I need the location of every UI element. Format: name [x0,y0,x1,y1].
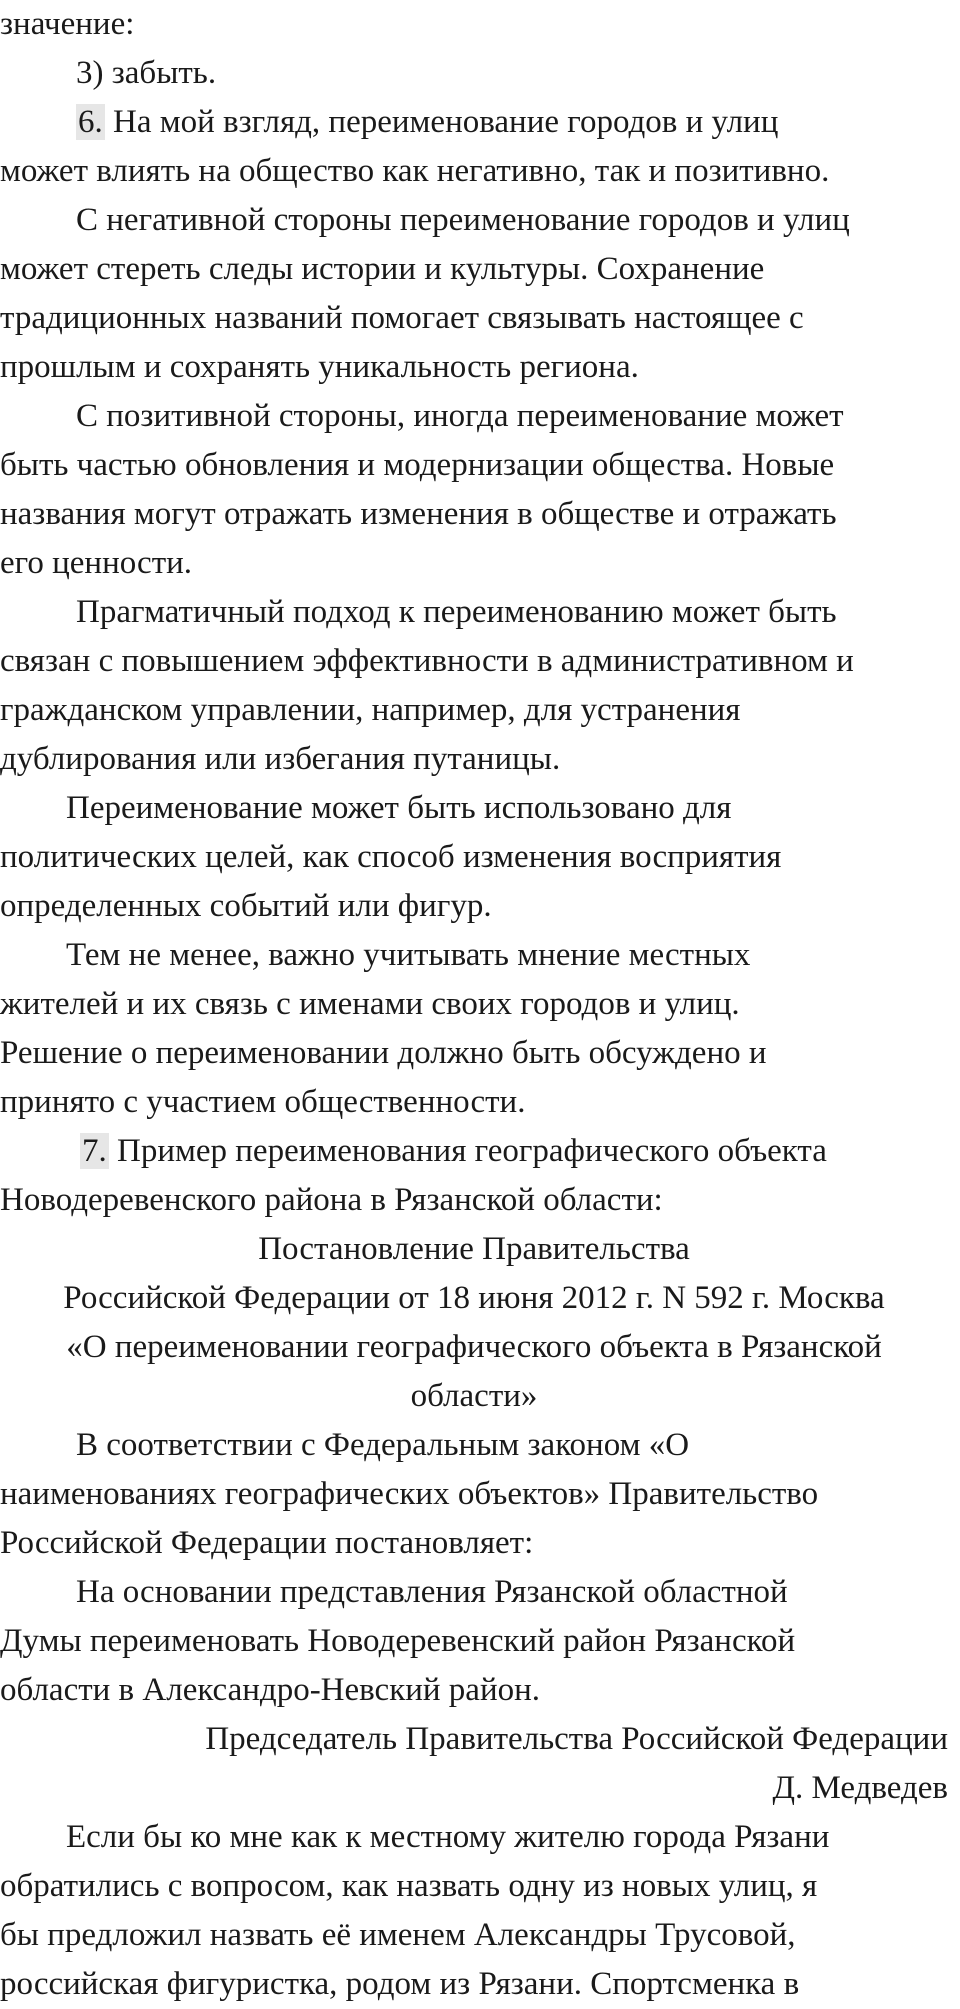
answer-option-3: 3) забыть. [76,55,217,91]
item-6-line [0,98,948,147]
item-6-number: 6. [78,104,103,140]
text-line: На мой взгляд, переименование городов и улиц [113,104,779,140]
text-line: наименованиях географических объектов» Правительство [0,1476,819,1512]
text-line: жителей и их связь с именами своих городов и улиц. [0,986,740,1022]
text-line: На основании представления Рязанской областной [76,1574,788,1610]
item-7-line [0,1127,948,1176]
text-line: прошлым и сохранять уникальность региона. [0,349,639,385]
text-line: Прагматичный подход к переименованию может быть [76,594,837,630]
text-line: дублирования или избегания путаницы. [0,741,561,777]
text-line: Российской Федерации постановляет: [0,1525,534,1561]
text-line: Решение о переименовании должно быть обсуждено и [0,1035,767,1071]
decree-title: области» [410,1378,538,1414]
text-line: российская фигуристка, родом из Рязани. Спортсменка в [0,1966,800,2002]
text-line: бы предложил назвать её именем Александры Трусовой, [0,1917,796,1953]
text-line: Новодеревенского района в Рязанской области: [0,1182,663,1218]
text-line: названия могут отражать изменения в обществе и отражать [0,496,837,532]
text-line: С негативной стороны переименование городов и улиц [76,202,850,238]
text-line: связан с повышением эффективности в административном и [0,643,854,679]
decree-title: Российской Федерации от 18 июня 2012 г. N 592 г. Москва [63,1280,885,1316]
signature-position: Председатель Правительства Российской Федерации [205,1721,948,1757]
text-line: В соответствии с Федеральным законом «О [76,1427,690,1463]
text-line: Если бы ко мне как к местному жителю города Рязани [66,1819,830,1855]
text-line: обратились с вопросом, как назвать одну из новых улиц, я [0,1868,818,1904]
text-line: его ценности. [0,545,193,581]
text-line: быть частью обновления и модернизации общества. Новые [0,447,835,483]
text-line: Пример переименования географического объекта [117,1133,827,1169]
text-line: политических целей, как способ изменения восприятия [0,839,782,875]
text-line: значение: [0,6,135,42]
text-line: традиционных названий помогает связывать настоящее с [0,300,804,336]
signature-name: Д. Медведев [772,1770,948,1806]
text-line: определенных событий или фигур. [0,888,492,924]
item-7-number: 7. [82,1133,107,1169]
text-line: Думы переименовать Новодеревенский район Рязанской [0,1623,796,1659]
text-line: принято с участием общественности. [0,1084,526,1120]
decree-title: «О переименовании географического объекта в Рязанской [66,1329,882,1365]
text-line: может стереть следы истории и культуры. Сохранение [0,251,765,287]
text-line: гражданском управлении, например, для устранения [0,692,741,728]
text-line: Переименование может быть использовано для [66,790,732,826]
text-line: С позитивной стороны, иногда переименование может [76,398,844,434]
decree-title: Постановление Правительства [258,1231,690,1267]
text-line: Тем не менее, важно учитывать мнение местных [66,937,751,973]
text-line: может влиять на общество как негативно, так и позитивно. [0,153,830,189]
text-line: области в Александро-Невский район. [0,1672,541,1708]
